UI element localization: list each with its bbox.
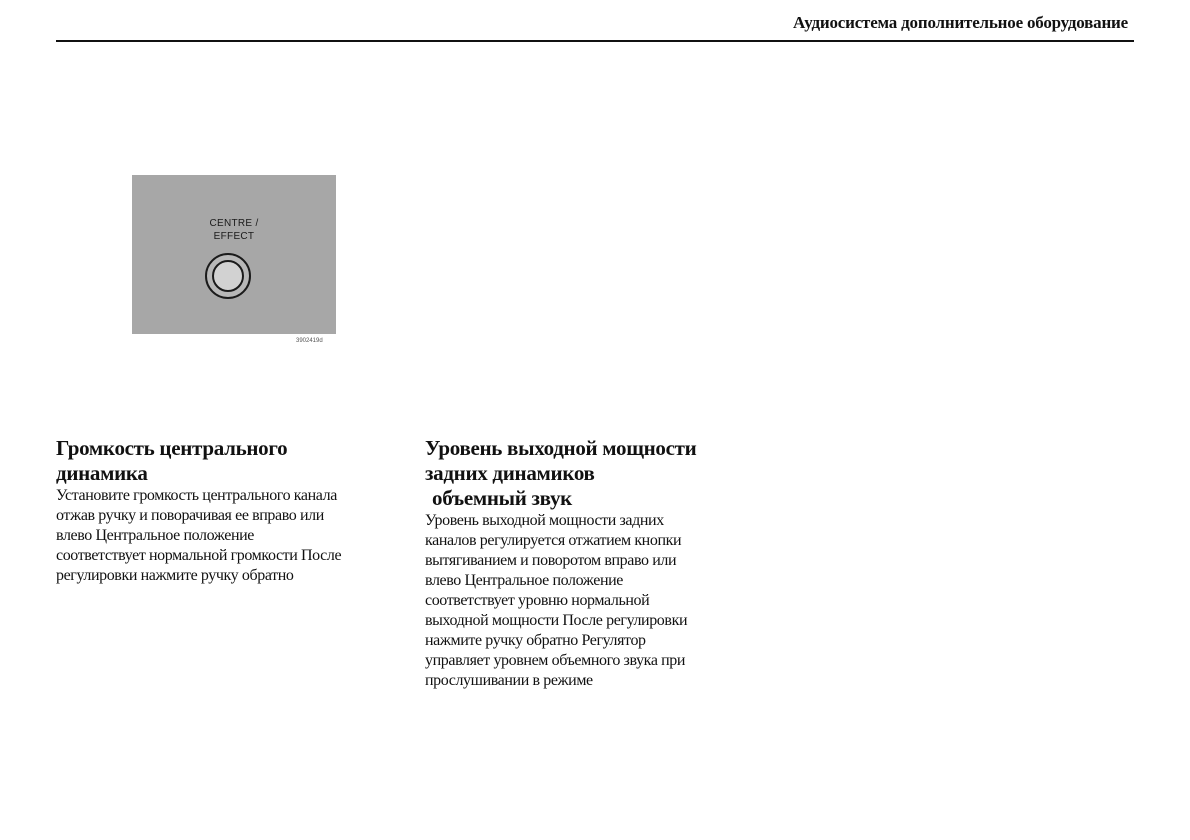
title-line: объемный звук: [432, 486, 572, 510]
body-line: Установите громкость центрального канала: [56, 487, 337, 504]
body-line: отжав ручку и поворачивая ее вправо или: [56, 507, 324, 524]
section-rear-output: [425, 436, 755, 691]
figure-label-line1: CENTRE /: [209, 218, 259, 229]
body-line: влево Центральное положение: [425, 572, 623, 589]
body-line: влево Центральное положение: [56, 527, 254, 544]
body-line: нажмите ручку обратно Регулятор: [425, 632, 646, 649]
section-title: [56, 436, 406, 486]
title-line: Громкость центрального: [56, 436, 288, 460]
body-line: каналов регулируется отжатием кнопки: [425, 532, 682, 549]
section-centre-volume: [56, 436, 406, 586]
section-body: [56, 486, 406, 586]
figure-label-line2: EFFECT: [213, 231, 255, 242]
body-line: соответствует нормальной громкости После: [56, 547, 342, 564]
knob-inner-ring: [212, 260, 244, 292]
section-body: [425, 511, 755, 691]
header-divider: [56, 40, 1134, 42]
body-line: Уровень выходной мощности задних: [425, 512, 664, 529]
body-line: вытягиванием и поворотом вправо или: [425, 552, 677, 569]
body-line: регулировки нажмите ручку обратно: [56, 567, 294, 584]
body-line: прослушивании в режиме: [425, 672, 593, 689]
page-header-title: Аудиосистема дополнительное оборудование: [793, 13, 1128, 32]
title-line: Уровень выходной мощности: [425, 436, 697, 460]
figure-label: [132, 217, 336, 243]
centre-effect-figure: [132, 175, 336, 334]
body-line: соответствует уровню нормальной: [425, 592, 650, 609]
title-line: динамика: [56, 461, 148, 485]
figure-code: 3902419d: [296, 338, 323, 344]
section-title: [425, 436, 755, 511]
body-line: выходной мощности После регулировки: [425, 612, 688, 629]
body-line: управляет уровнем объемного звука при: [425, 652, 686, 669]
title-line: задних динамиков: [425, 461, 595, 485]
knob-icon: [205, 253, 251, 299]
